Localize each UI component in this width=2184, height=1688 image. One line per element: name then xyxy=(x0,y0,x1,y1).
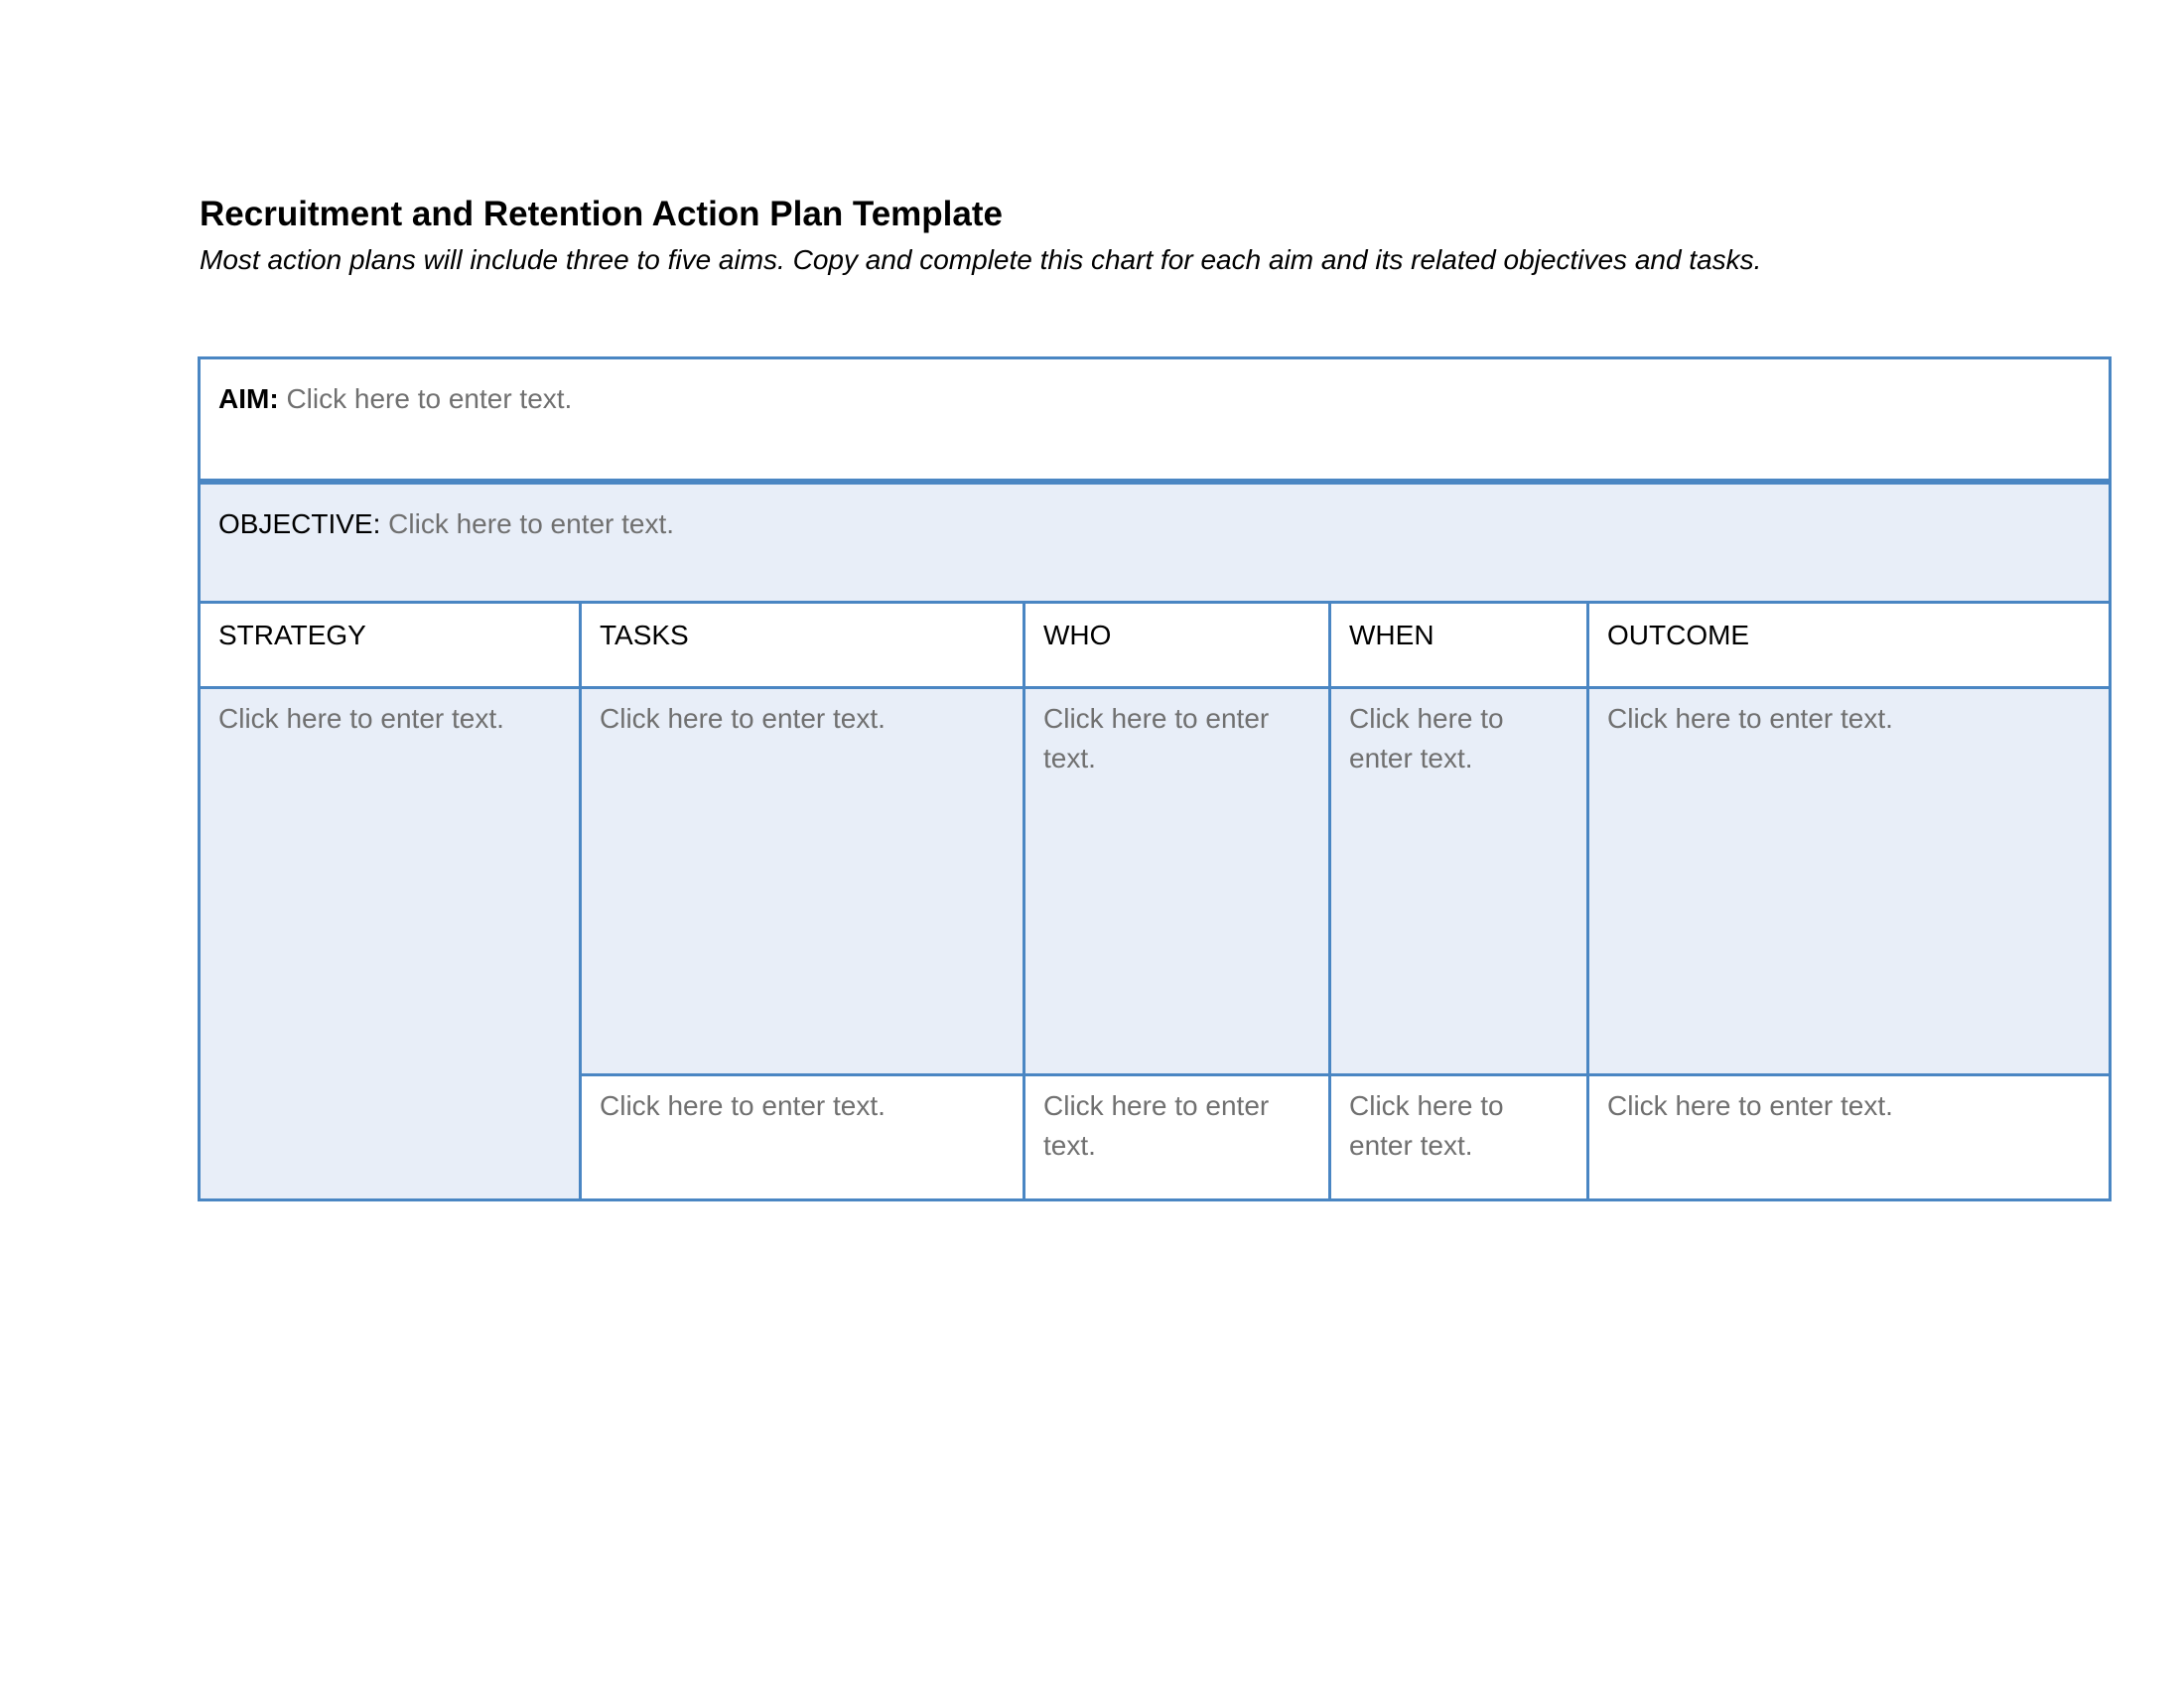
column-header-row xyxy=(200,603,2111,688)
page-title: Recruitment and Retention Action Plan Template xyxy=(200,195,1003,233)
strategy-field[interactable]: Click here to enter text. xyxy=(218,703,504,734)
page-subtitle: Most action plans will include three to five aims. Copy and complete this chart for each aim and its related objectives and tasks. xyxy=(200,244,1762,275)
aim-row xyxy=(200,358,2111,482)
when-field[interactable]: Click here to enter text. xyxy=(1349,1090,1504,1161)
who-header-label: WHO xyxy=(1043,620,1112,650)
outcome-header-label: OUTCOME xyxy=(1607,620,1750,650)
tasks-cell[interactable] xyxy=(581,1075,1024,1200)
who-cell[interactable] xyxy=(1024,688,1330,1075)
outcome-cell[interactable] xyxy=(1588,688,2111,1075)
outcome-cell[interactable] xyxy=(1588,1075,2111,1200)
outcome-field[interactable]: Click here to enter text. xyxy=(1607,703,1893,734)
who-field[interactable]: Click here to enter text. xyxy=(1043,1090,1270,1161)
tasks-header-label: TASKS xyxy=(600,620,689,650)
outcome-field[interactable]: Click here to enter text. xyxy=(1607,1090,1893,1121)
objective-field[interactable]: Click here to enter text. xyxy=(388,507,675,539)
who-field[interactable]: Click here to enter text. xyxy=(1043,703,1270,774)
column-header-strategy xyxy=(200,603,581,688)
action-plan-table xyxy=(198,356,2112,1201)
task-row xyxy=(200,688,2111,1075)
column-header-tasks xyxy=(581,603,1024,688)
aim-cell[interactable] xyxy=(200,358,2111,482)
tasks-field[interactable]: Click here to enter text. xyxy=(600,1090,886,1121)
objective-row xyxy=(200,482,2111,603)
objective-label: OBJECTIVE: xyxy=(218,507,381,539)
aim-field[interactable]: Click here to enter text. xyxy=(286,383,573,414)
column-header-when xyxy=(1330,603,1588,688)
when-cell[interactable] xyxy=(1330,1075,1588,1200)
who-cell[interactable] xyxy=(1024,1075,1330,1200)
column-header-outcome xyxy=(1588,603,2111,688)
when-cell[interactable] xyxy=(1330,688,1588,1075)
aim-label: AIM: xyxy=(218,383,279,414)
column-header-who xyxy=(1024,603,1330,688)
when-header-label: WHEN xyxy=(1349,620,1434,650)
strategy-cell[interactable] xyxy=(200,688,581,1200)
when-field[interactable]: Click here to enter text. xyxy=(1349,703,1504,774)
objective-cell[interactable] xyxy=(200,482,2111,603)
tasks-field[interactable]: Click here to enter text. xyxy=(600,703,886,734)
tasks-cell[interactable] xyxy=(581,688,1024,1075)
strategy-header-label: STRATEGY xyxy=(218,620,366,650)
